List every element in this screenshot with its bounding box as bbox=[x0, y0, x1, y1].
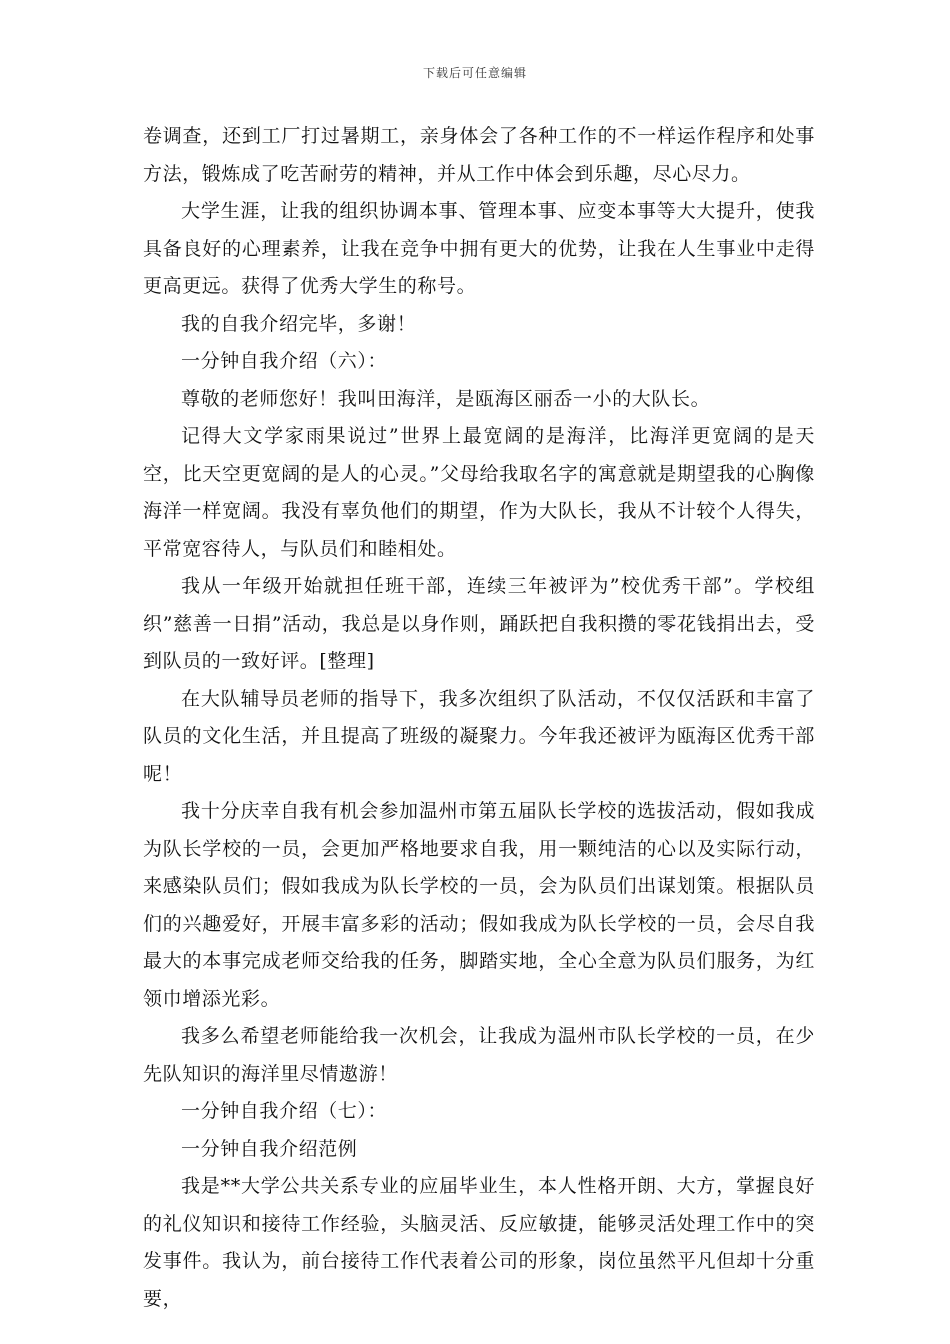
paragraph-college-life: 大学生涯，让我的组织协调本事、管理本事、应变本事等大大提升，使我具备良好的心理素养，让我在竞争中拥有更大的优势，让我在人生事业中走得更高更远。获得了优秀大学生的称号。 bbox=[143, 200, 815, 297]
paragraph-captain-school: 我十分庆幸自我有机会参加温州市第五届队长学校的选拔活动，假如我成为队长学校的一员，会更加严格地要求自我，用一颗纯洁的心以及实际行动，来感染队员们；假如我成为队长学校的一员，会为队员们出谋划策。根据队员们的兴趣爱好，开展丰富多彩的活动；假如我成为队长学校的一员，会尽自我最大的本事完成老师交给我的任务，脚踏实地，全心全意为队员们服务，为红领巾增添光彩。 bbox=[143, 800, 815, 1010]
section-heading-six: 一分钟自我介绍（六）： bbox=[181, 350, 388, 372]
page-header-note: 下载后可任意编辑 bbox=[422, 66, 527, 80]
section-heading-seven: 一分钟自我介绍（七）： bbox=[181, 1100, 388, 1122]
paragraph-greeting: 尊敬的老师您好！我叫田海洋，是瓯海区丽岙一小的大队长。 bbox=[181, 387, 711, 410]
paragraph-continuation: 卷调查，还到工厂打过暑期工，亲身体会了各种工作的不一样运作程序和处事方法，锻炼成了吃苦耐劳的精神，并从工作中体会到乐趣，尽心尽力。 bbox=[143, 125, 815, 185]
paragraph-class-cadre: 我从一年级开始就担任班干部，连续三年被评为”校优秀干部”。学校组织”慈善一日捐”活动，我总是以身作则，踊跃把自我积攒的零花钱捐出去，受到队员的一致好评。[整理] bbox=[143, 575, 815, 672]
paragraph-hope: 我多么希望老师能给我一次机会，让我成为温州市队长学校的一员，在少先队知识的海洋里尽情遨游！ bbox=[143, 1025, 815, 1085]
section-subheading-example: 一分钟自我介绍范例 bbox=[181, 1137, 358, 1160]
paragraph-team-activities: 在大队辅导员老师的指导下，我多次组织了队活动，不仅仅活跃和丰富了队员的文化生活，并且提高了班级的凝聚力。今年我还被评为瓯海区优秀干部呢！ bbox=[143, 687, 815, 785]
document-body bbox=[143, 118, 815, 1318]
paragraph-hugo-quote: 记得大文学家雨果说过”世界上最宽阔的是海洋，比海洋更宽阔的是天空，比天空更宽阔的是人的心灵。”父母给我取名字的寓意就是期望我的心胸像海洋一样宽阔。我没有辜负他们的期望，作为大队长，我从不计较个人得失，平常宽容待人，与队员们和睦相处。 bbox=[143, 425, 815, 560]
paragraph-pr-graduate: 我是**大学公共关系专业的应届毕业生，本人性格开朗、大方，掌握良好的礼仪知识和接待工作经验，头脑灵活、反应敏捷，能够灵活处理工作中的突发事件。我认为，前台接待工作代表着公司的形象，岗位虽然平凡但却十分重要， bbox=[143, 1175, 815, 1310]
paragraph-closing-thanks: 我的自我介绍完毕，多谢！ bbox=[181, 312, 417, 335]
